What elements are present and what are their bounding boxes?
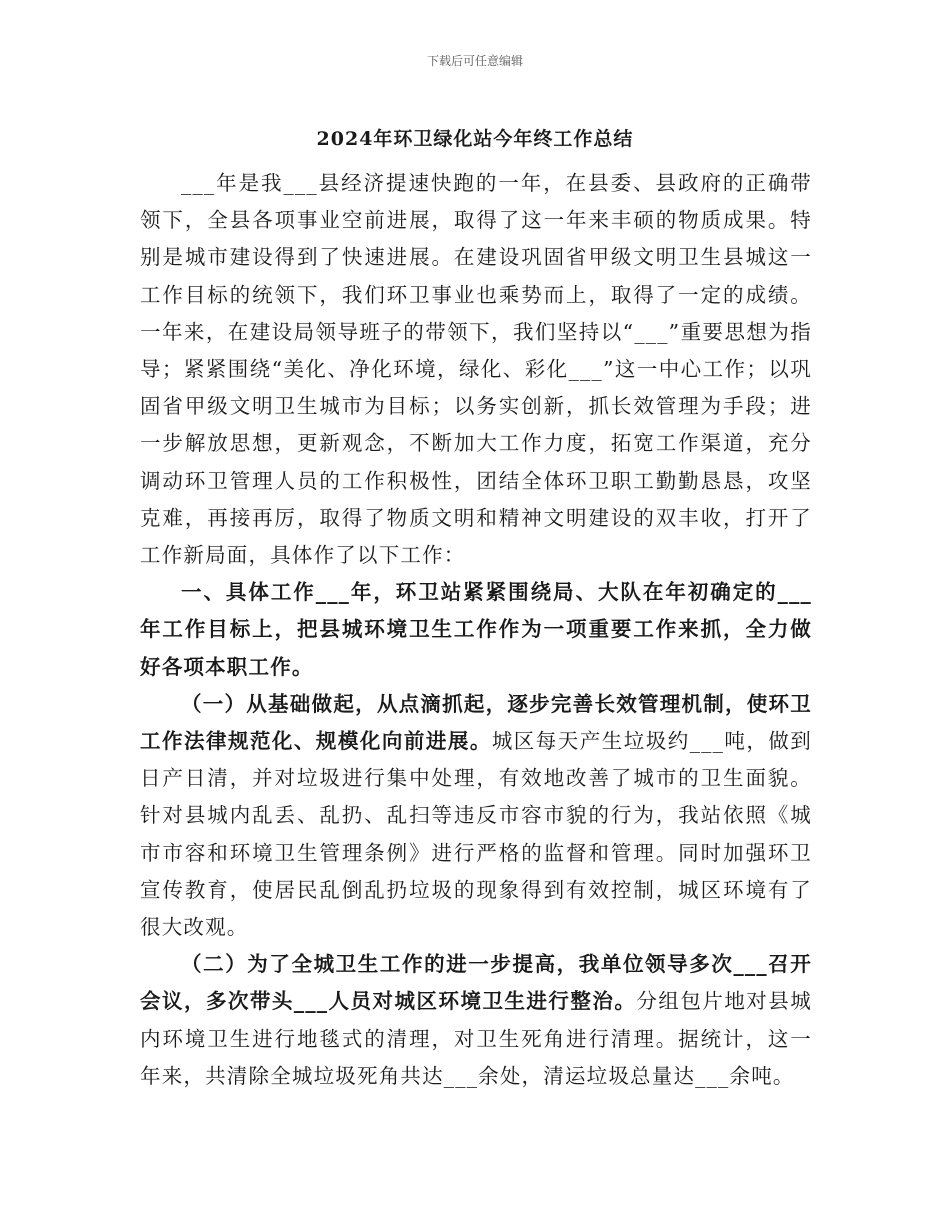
subsection-one-heading: （一）从基础做起，从点滴抓起，逐步完善长效管理机制，使环卫工作法律规范化、规模化向前进展。 (140, 691, 812, 754)
page-header: 下载后可任意编辑 (426, 54, 523, 68)
subsection-one-paragraph (140, 686, 812, 946)
subsection-two-heading: （二）为了全城卫生工作的进一步提高，我单位领导多次___召开会议，多次带头___人员对城区环境卫生进行整治。 (140, 952, 812, 1014)
subsection-one-body: 城区每天产生垃圾约___吨，做到日产日清，并对垃圾进行集中处理，有效地改善了城市的卫生面貌。针对县城内乱丢、乱扔、乱扫等违反市容市貌的行为，我站依照《城市市容和环境卫生管理条例》进行严格的监督和管理。同时加强环卫宣传教育，使居民乱倒乱扔垃圾的现象得到有效控制，城区环境有了很大改观。 (140, 729, 813, 940)
intro-paragraph: ___年是我___县经济提速快跑的一年，在县委、县政府的正确带领下，全县各项事业空前进展，取得了这一年来丰硕的物质成果。特别是城市建设得到了快速进展。在建设巩固省甲级文明卫生县城这一工作目标的统领下，我们环卫事业也乘势而上，取得了一定的成绩。一年来，在建设局领导班子的带领下，我们坚持以“___”重要思想为指导；紧紧围绕“美化、净化环境，绿化、彩化___”这一中心工作；以巩固省甲级文明卫生城市为目标；以务实创新，抓长效管理为手段；进一步解放思想，更新观念，不断加大工作力度，拓宽工作渠道，充分调动环卫管理人员的工作积极性，团结全体环卫职工勤勤恳恳，攻坚克难，再接再厉，取得了物质文明和精神文明建设的双丰收，打开了工作新局面，具体作了以下工作： (140, 171, 812, 568)
subsection-two-paragraph (140, 946, 812, 1095)
section-one-heading: 一、具体工作___年，环卫站紧紧围绕局、大队在年初确定的___年工作目标上，把县城环境卫生工作作为一项重要工作来抓，全力做好各项本职工作。 (140, 580, 812, 679)
document-title: 2024年环卫绿化站今年终工作总结 (316, 128, 634, 150)
document-body (140, 165, 812, 1095)
subsection-two-body: 分组包片地对县城内环境卫生进行地毯式的清理，对卫生死角进行清理。据统计，这一年来，共清除全城垃圾死角共达___余处，清运垃圾总量达___余吨。 (140, 989, 812, 1088)
